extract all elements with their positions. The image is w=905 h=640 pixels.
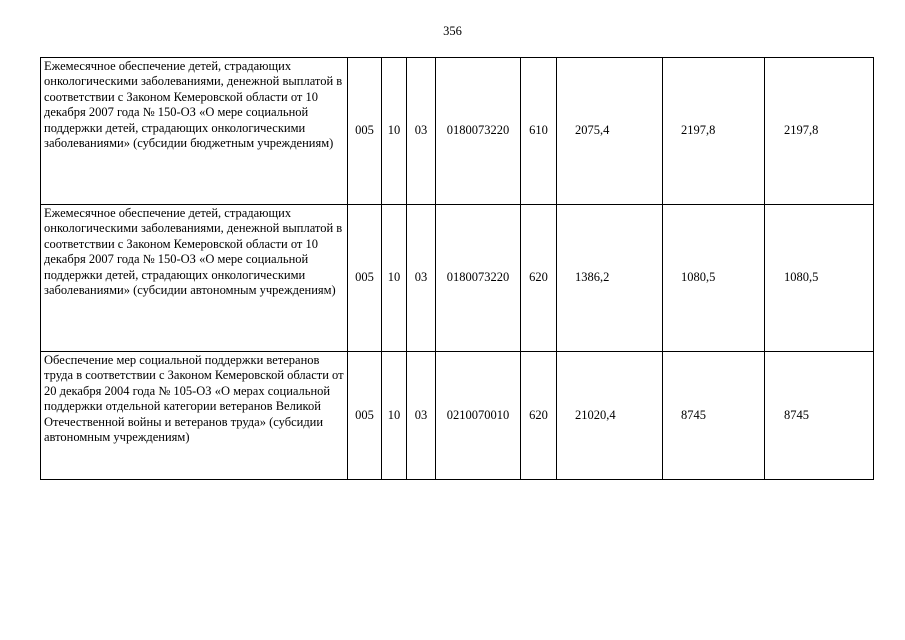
table-row xyxy=(41,352,874,480)
amount-1: 2075,4 xyxy=(557,58,663,205)
row-description: Ежемесячное обеспечение детей, страдающих онкологическими заболеваниями, денежной выплатой в соответствии с Законом Кемеровской области от 10 декабря 2007 года № 150-ОЗ «О мере социальной поддержки детей, страдающих онкологическими заболеваниями» (субсидии автономным учреждениям) xyxy=(41,205,348,352)
amount-2: 1080,5 xyxy=(663,205,765,352)
row-description: Ежемесячное обеспечение детей, страдающих онкологическими заболеваниями, денежной выплатой в соответствии с Законом Кемеровской области от 10 декабря 2007 года № 150-ОЗ «О мере социальной поддержки детей, страдающих онкологическими заболеваниями» (субсидии бюджетным учреждениям) xyxy=(41,58,348,205)
section-code: 10 xyxy=(382,352,407,480)
section-code: 10 xyxy=(382,205,407,352)
target-article-code: 0210070010 xyxy=(436,352,521,480)
amount-2: 8745 xyxy=(663,352,765,480)
target-article-code: 0180073220 xyxy=(436,205,521,352)
expense-type-code: 620 xyxy=(521,205,557,352)
ministry-code: 005 xyxy=(348,352,382,480)
amount-2: 2197,8 xyxy=(663,58,765,205)
table-row xyxy=(41,58,874,205)
expense-type-code: 620 xyxy=(521,352,557,480)
table-row xyxy=(41,205,874,352)
section-code: 10 xyxy=(382,58,407,205)
budget-table xyxy=(40,57,874,480)
subsection-code: 03 xyxy=(407,205,436,352)
subsection-code: 03 xyxy=(407,58,436,205)
subsection-code: 03 xyxy=(407,352,436,480)
row-description: Обеспечение мер социальной поддержки ветеранов труда в соответствии с Законом Кемеровской области от 20 декабря 2004 года № 105-ОЗ «О мерах социальной поддержки отдельной категории ветеранов Великой Отечественной войны и ветеранов труда» (субсидии автономным учреждениям) xyxy=(41,352,348,480)
expense-type-code: 610 xyxy=(521,58,557,205)
amount-1: 1386,2 xyxy=(557,205,663,352)
amount-1: 21020,4 xyxy=(557,352,663,480)
ministry-code: 005 xyxy=(348,58,382,205)
amount-3: 2197,8 xyxy=(765,58,874,205)
page-number: 356 xyxy=(443,24,462,38)
target-article-code: 0180073220 xyxy=(436,58,521,205)
amount-3: 1080,5 xyxy=(765,205,874,352)
ministry-code: 005 xyxy=(348,205,382,352)
amount-3: 8745 xyxy=(765,352,874,480)
